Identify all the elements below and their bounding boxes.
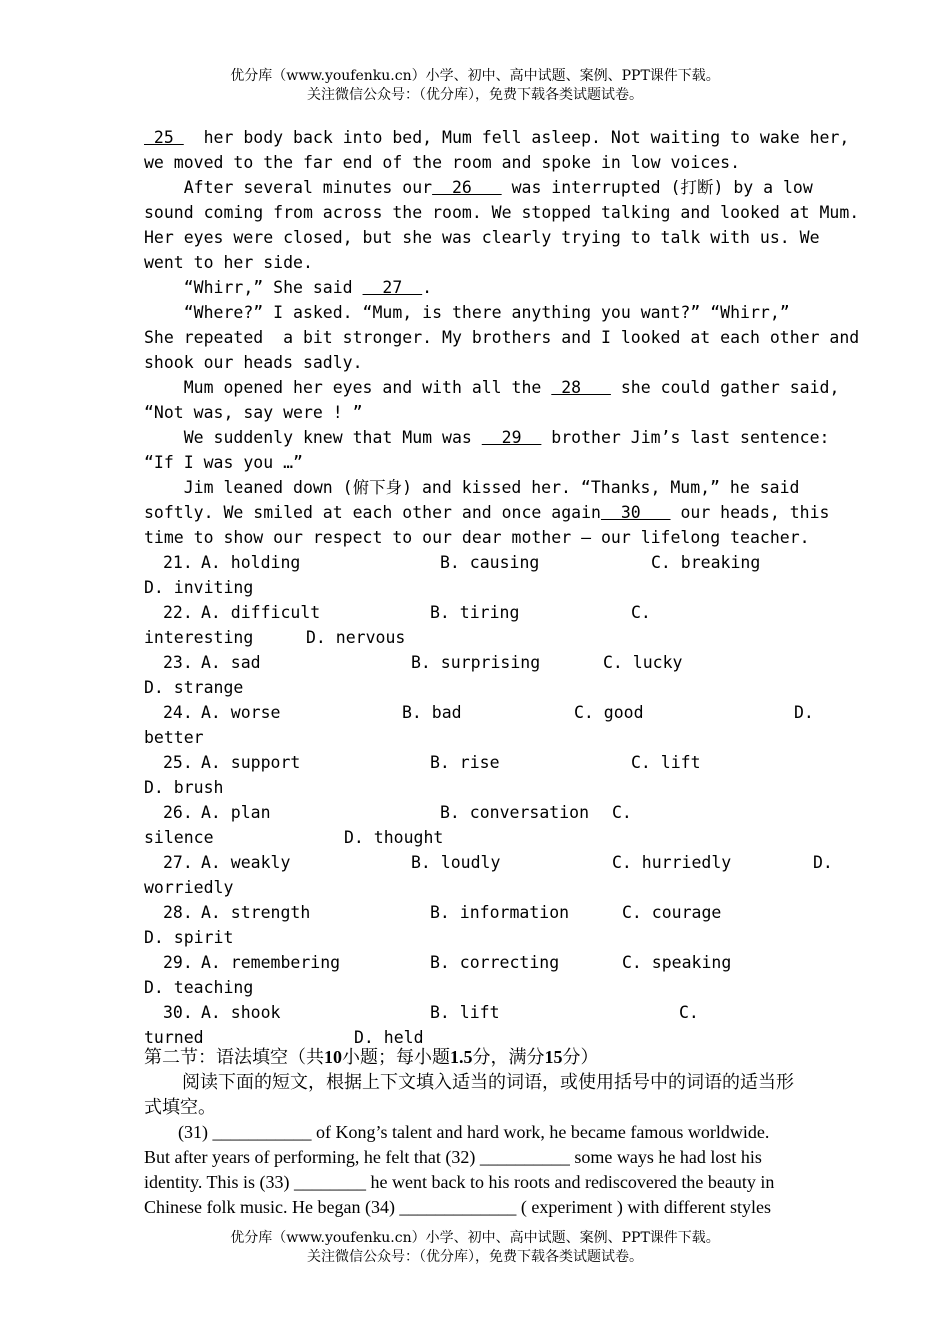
passage-line: shook our heads sadly.	[144, 353, 363, 372]
option-b: B. information	[430, 903, 570, 922]
option-d: D. teaching	[144, 978, 254, 997]
option-c-word: turned	[144, 1028, 204, 1047]
passage-line: Jim leaned down (俯下身) and kissed her. “Thanks, Mum,” he said	[144, 478, 800, 497]
option-c: C. lift	[631, 753, 701, 772]
passage-line: softly. We smiled at each other and once again 30 our heads, this	[144, 503, 830, 522]
option-a: A. support	[201, 753, 301, 772]
option-d-word: worriedly	[144, 878, 234, 897]
question-number: 21.	[163, 553, 193, 572]
option-a: A. plan	[201, 803, 271, 822]
option-b: B. rise	[430, 753, 500, 772]
passage-line: we moved to the far end of the room and spoke in low voices.	[144, 153, 741, 172]
option-c-word: silence	[144, 828, 214, 847]
option-d: D. brush	[144, 778, 224, 797]
grammar-passage-line: (31) ___________ of Kong’s talent and hard work, he became famous worldwide.	[178, 1122, 770, 1142]
page-footer	[0, 1229, 950, 1267]
question-number: 30.	[163, 1003, 193, 1022]
passage-line: “If I was you …”	[144, 453, 303, 472]
option-c: C. breaking	[651, 553, 761, 572]
option-d: D. inviting	[144, 578, 254, 597]
question-number: 22.	[163, 603, 193, 622]
passage-line: We suddenly knew that Mum was 29 brother Jim’s last sentence:	[144, 428, 830, 447]
footer-line-1: 优分库（www.youfenku.cn）小学、初中、高中试题、案例、PPT课件下载。	[230, 1230, 720, 1246]
passage-line: Mum opened her eyes and with all the 28 she could gather said,	[144, 378, 840, 397]
passage-line: After several minutes our 26 was interrupted (打断) by a low	[144, 178, 813, 197]
option-a: A. difficult	[201, 603, 321, 622]
passage-line: sound coming from across the room. We stopped talking and looked at Mum.	[144, 203, 860, 222]
passage-line: “Whirr,” She said 27 .	[144, 278, 433, 297]
question-number: 23.	[163, 653, 193, 672]
passage-line: She repeated a bit stronger. My brothers and I looked at each other and	[144, 328, 860, 347]
grammar-passage-line: Chinese folk music. He began (34) _____________ ( experiment ) with different styles	[144, 1197, 772, 1217]
option-c: C. lucky	[603, 653, 683, 672]
blank-26: 26	[432, 178, 502, 197]
option-a: A. shook	[201, 1003, 281, 1022]
footer-line-2: 关注微信公众号：（优分库），免费下载各类试题试卷。	[307, 1249, 643, 1265]
instruction-line: 阅读下面的短文，根据上下文填入适当的词语，或使用括号中的词语的适当形	[182, 1072, 794, 1092]
option-b: B. lift	[430, 1003, 500, 1022]
blank-29: 29	[481, 428, 542, 447]
page-header	[0, 67, 950, 105]
instruction-line: 式填空。	[144, 1097, 216, 1117]
option-b: B. tiring	[430, 603, 520, 622]
option-a: A. holding	[201, 553, 301, 572]
question-number: 26.	[163, 803, 193, 822]
option-d: D.	[794, 703, 814, 722]
option-a: A. remembering	[201, 953, 341, 972]
option-d: D. spirit	[144, 928, 234, 947]
option-c: C. courage	[622, 903, 722, 922]
option-d-word: better	[144, 728, 204, 747]
option-c-word: interesting	[144, 628, 254, 647]
passage-line: “Where?” I asked. “Mum, is there anything you want?” “Whirr,”	[144, 303, 790, 322]
blank-28: 28	[551, 378, 611, 397]
option-b: B. bad	[402, 703, 462, 722]
question-number: 24.	[163, 703, 193, 722]
option-b: B. correcting	[430, 953, 560, 972]
option-b: B. conversation	[440, 803, 590, 822]
option-c: C.	[679, 1003, 699, 1022]
option-d: D. nervous	[306, 628, 406, 647]
passage-line: Her eyes were closed, but she was clearly trying to talk with us. We	[144, 228, 820, 247]
question-number: 29.	[163, 953, 193, 972]
question-number: 27.	[163, 853, 193, 872]
option-a: A. sad	[201, 653, 261, 672]
option-d: D. held	[354, 1028, 424, 1047]
section-title: 第二节：语法填空（共10小题；每小题1.5分，满分15分）	[144, 1047, 599, 1067]
option-d: D.	[813, 853, 833, 872]
option-d: D. strange	[144, 678, 244, 697]
passage-line: went to her side.	[144, 253, 313, 272]
header-line-2: 关注微信公众号：（优分库），免费下载各类试题试卷。	[307, 87, 643, 103]
option-c: C. hurriedly	[612, 853, 732, 872]
question-number: 25.	[163, 753, 193, 772]
option-d: D. thought	[344, 828, 444, 847]
blank-27: 27	[362, 278, 423, 297]
blank-25: 25	[144, 128, 184, 147]
option-b: B. loudly	[411, 853, 501, 872]
blank-30: 30	[600, 503, 671, 522]
question-number: 28.	[163, 903, 193, 922]
option-a: A. strength	[201, 903, 311, 922]
grammar-passage-line: But after years of performing, he felt that (32) __________ some ways he had lost his	[144, 1147, 762, 1167]
header-line-1: 优分库（www.youfenku.cn）小学、初中、高中试题、案例、PPT课件下载。	[230, 68, 720, 84]
grammar-passage-line: identity. This is (33) ________ he went back to his roots and rediscovered the beauty in	[144, 1172, 775, 1192]
option-b: B. surprising	[411, 653, 541, 672]
passage-line: “Not was, say were ! ”	[144, 403, 363, 422]
option-b: B. causing	[440, 553, 540, 572]
option-c: C.	[612, 803, 632, 822]
passage-line: time to show our respect to our dear mother – our lifelong teacher.	[144, 528, 810, 547]
option-c: C. speaking	[622, 953, 732, 972]
passage-line: 25 her body back into bed, Mum fell asleep. Not waiting to wake her,	[144, 128, 850, 147]
option-a: A. weakly	[201, 853, 291, 872]
option-c: C. good	[574, 703, 644, 722]
option-a: A. worse	[201, 703, 281, 722]
option-c: C.	[631, 603, 651, 622]
